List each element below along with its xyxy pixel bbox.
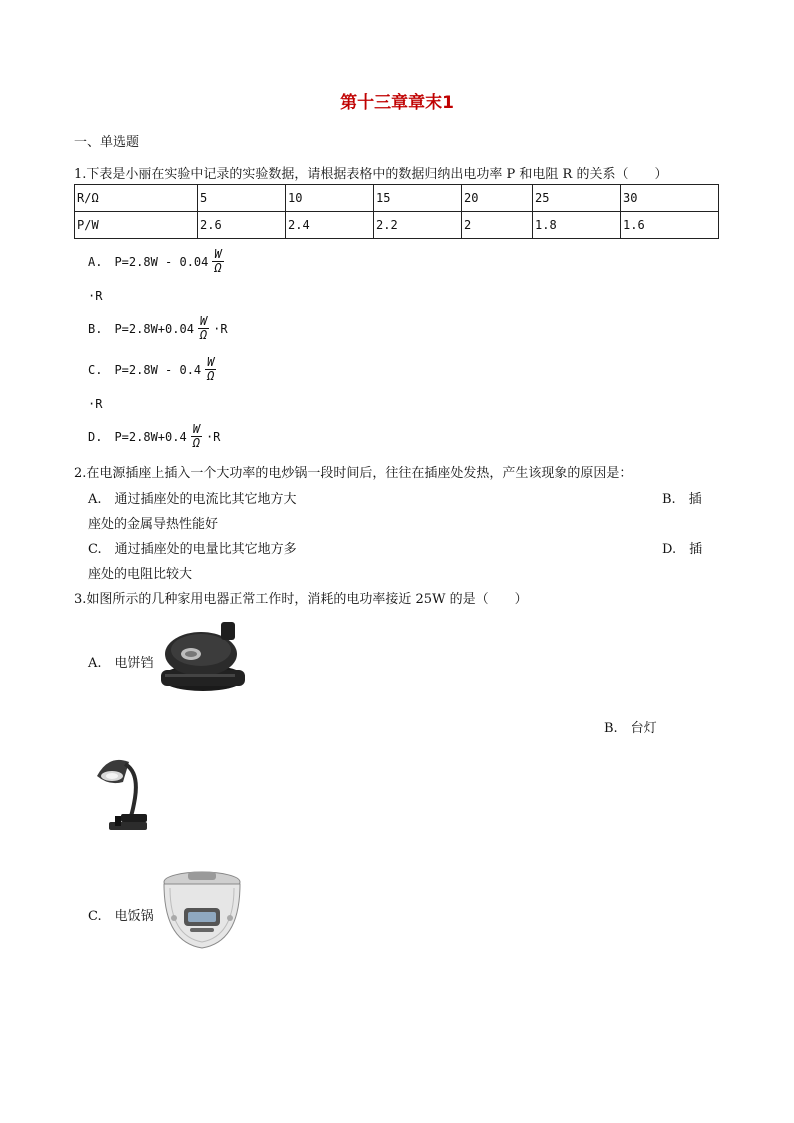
fraction-numerator: W xyxy=(192,422,200,436)
table-cell: 20 xyxy=(462,185,533,212)
fraction-numerator: W xyxy=(199,314,208,328)
fraction-w-per-ohm xyxy=(205,356,216,383)
question-1-stem: 1.下表是小丽在实验中记录的实验数据，请根据表格中的数据归纳出电功率 P 和电阻 R 的关系（ ） xyxy=(74,167,668,182)
option-suffix: ·R xyxy=(205,429,221,444)
data-table xyxy=(74,184,719,239)
table-cell: 2 xyxy=(462,212,533,239)
option-text: C. P=2.8W - 0.4 xyxy=(88,363,202,377)
q3-option-a[interactable]: A. 电饼铛 xyxy=(88,656,154,671)
q2-option-d-tail: 座处的电阻比较大 xyxy=(88,567,193,582)
q1-option-a[interactable] xyxy=(88,248,228,275)
section-heading: 一、单选题 xyxy=(74,135,140,150)
table-cell: R/Ω xyxy=(75,185,198,212)
table-cell: 2.2 xyxy=(374,212,462,239)
q1-option-c[interactable] xyxy=(88,356,220,383)
table-cell: 30 xyxy=(621,185,719,212)
q1-option-d[interactable] xyxy=(88,423,220,450)
q1-option-b[interactable] xyxy=(88,315,228,342)
fraction-numerator: W xyxy=(207,355,215,369)
fraction-numerator: W xyxy=(214,247,222,261)
table-row xyxy=(75,185,719,212)
page-title: 第十三章章末1 xyxy=(340,93,454,113)
table-cell: P/W xyxy=(75,212,198,239)
fraction-w-per-ohm xyxy=(198,315,209,342)
rice-cooker-icon xyxy=(160,870,244,952)
table-cell: 2.4 xyxy=(286,212,374,239)
fraction-denominator: Ω xyxy=(192,436,200,450)
fraction-w-per-ohm xyxy=(212,248,223,275)
q3-option-c[interactable]: C. 电饭锅 xyxy=(88,909,154,924)
fraction-denominator: Ω xyxy=(207,369,215,383)
q2-option-b-head[interactable]: B. 插 xyxy=(662,492,702,507)
q2-option-c[interactable]: C. 通过插座处的电量比其它地方多 xyxy=(88,542,297,557)
table-cell: 10 xyxy=(286,185,374,212)
option-text: B. P=2.8W+0.04 xyxy=(88,322,194,336)
q2-option-a[interactable]: A. 通过插座处的电流比其它地方大 xyxy=(88,492,297,507)
option-text: D. P=2.8W+0.4 xyxy=(88,430,187,444)
table-cell: 1.8 xyxy=(533,212,621,239)
fraction-denominator: Ω xyxy=(199,328,208,342)
table-cell: 25 xyxy=(533,185,621,212)
q2-option-d-head[interactable]: D. 插 xyxy=(662,542,703,557)
q3-option-b[interactable]: B. 台灯 xyxy=(604,721,657,736)
q2-option-b-tail: 座处的金属导热性能好 xyxy=(88,517,219,532)
fraction-denominator: Ω xyxy=(214,261,222,275)
question-2-stem: 2.在电源插座上插入一个大功率的电炒锅一段时间后，往往在插座处发热，产生该现象的原因是： xyxy=(74,466,633,481)
q1-option-c-suffix: ·R xyxy=(88,397,103,411)
option-text: A. P=2.8W - 0.04 xyxy=(88,255,209,269)
table-cell: 2.6 xyxy=(198,212,286,239)
fraction-w-per-ohm xyxy=(191,423,202,450)
q1-option-a-suffix: ·R xyxy=(88,289,103,303)
waffle-maker-icon xyxy=(155,618,247,698)
question-3-stem: 3.如图所示的几种家用电器正常工作时，消耗的电功率接近 25W 的是（ ） xyxy=(74,592,528,607)
desk-lamp-icon xyxy=(95,752,155,834)
table-cell: 1.6 xyxy=(621,212,719,239)
table-row xyxy=(75,212,719,239)
option-suffix: ·R xyxy=(213,321,228,336)
table-cell: 5 xyxy=(198,185,286,212)
table-cell: 15 xyxy=(374,185,462,212)
